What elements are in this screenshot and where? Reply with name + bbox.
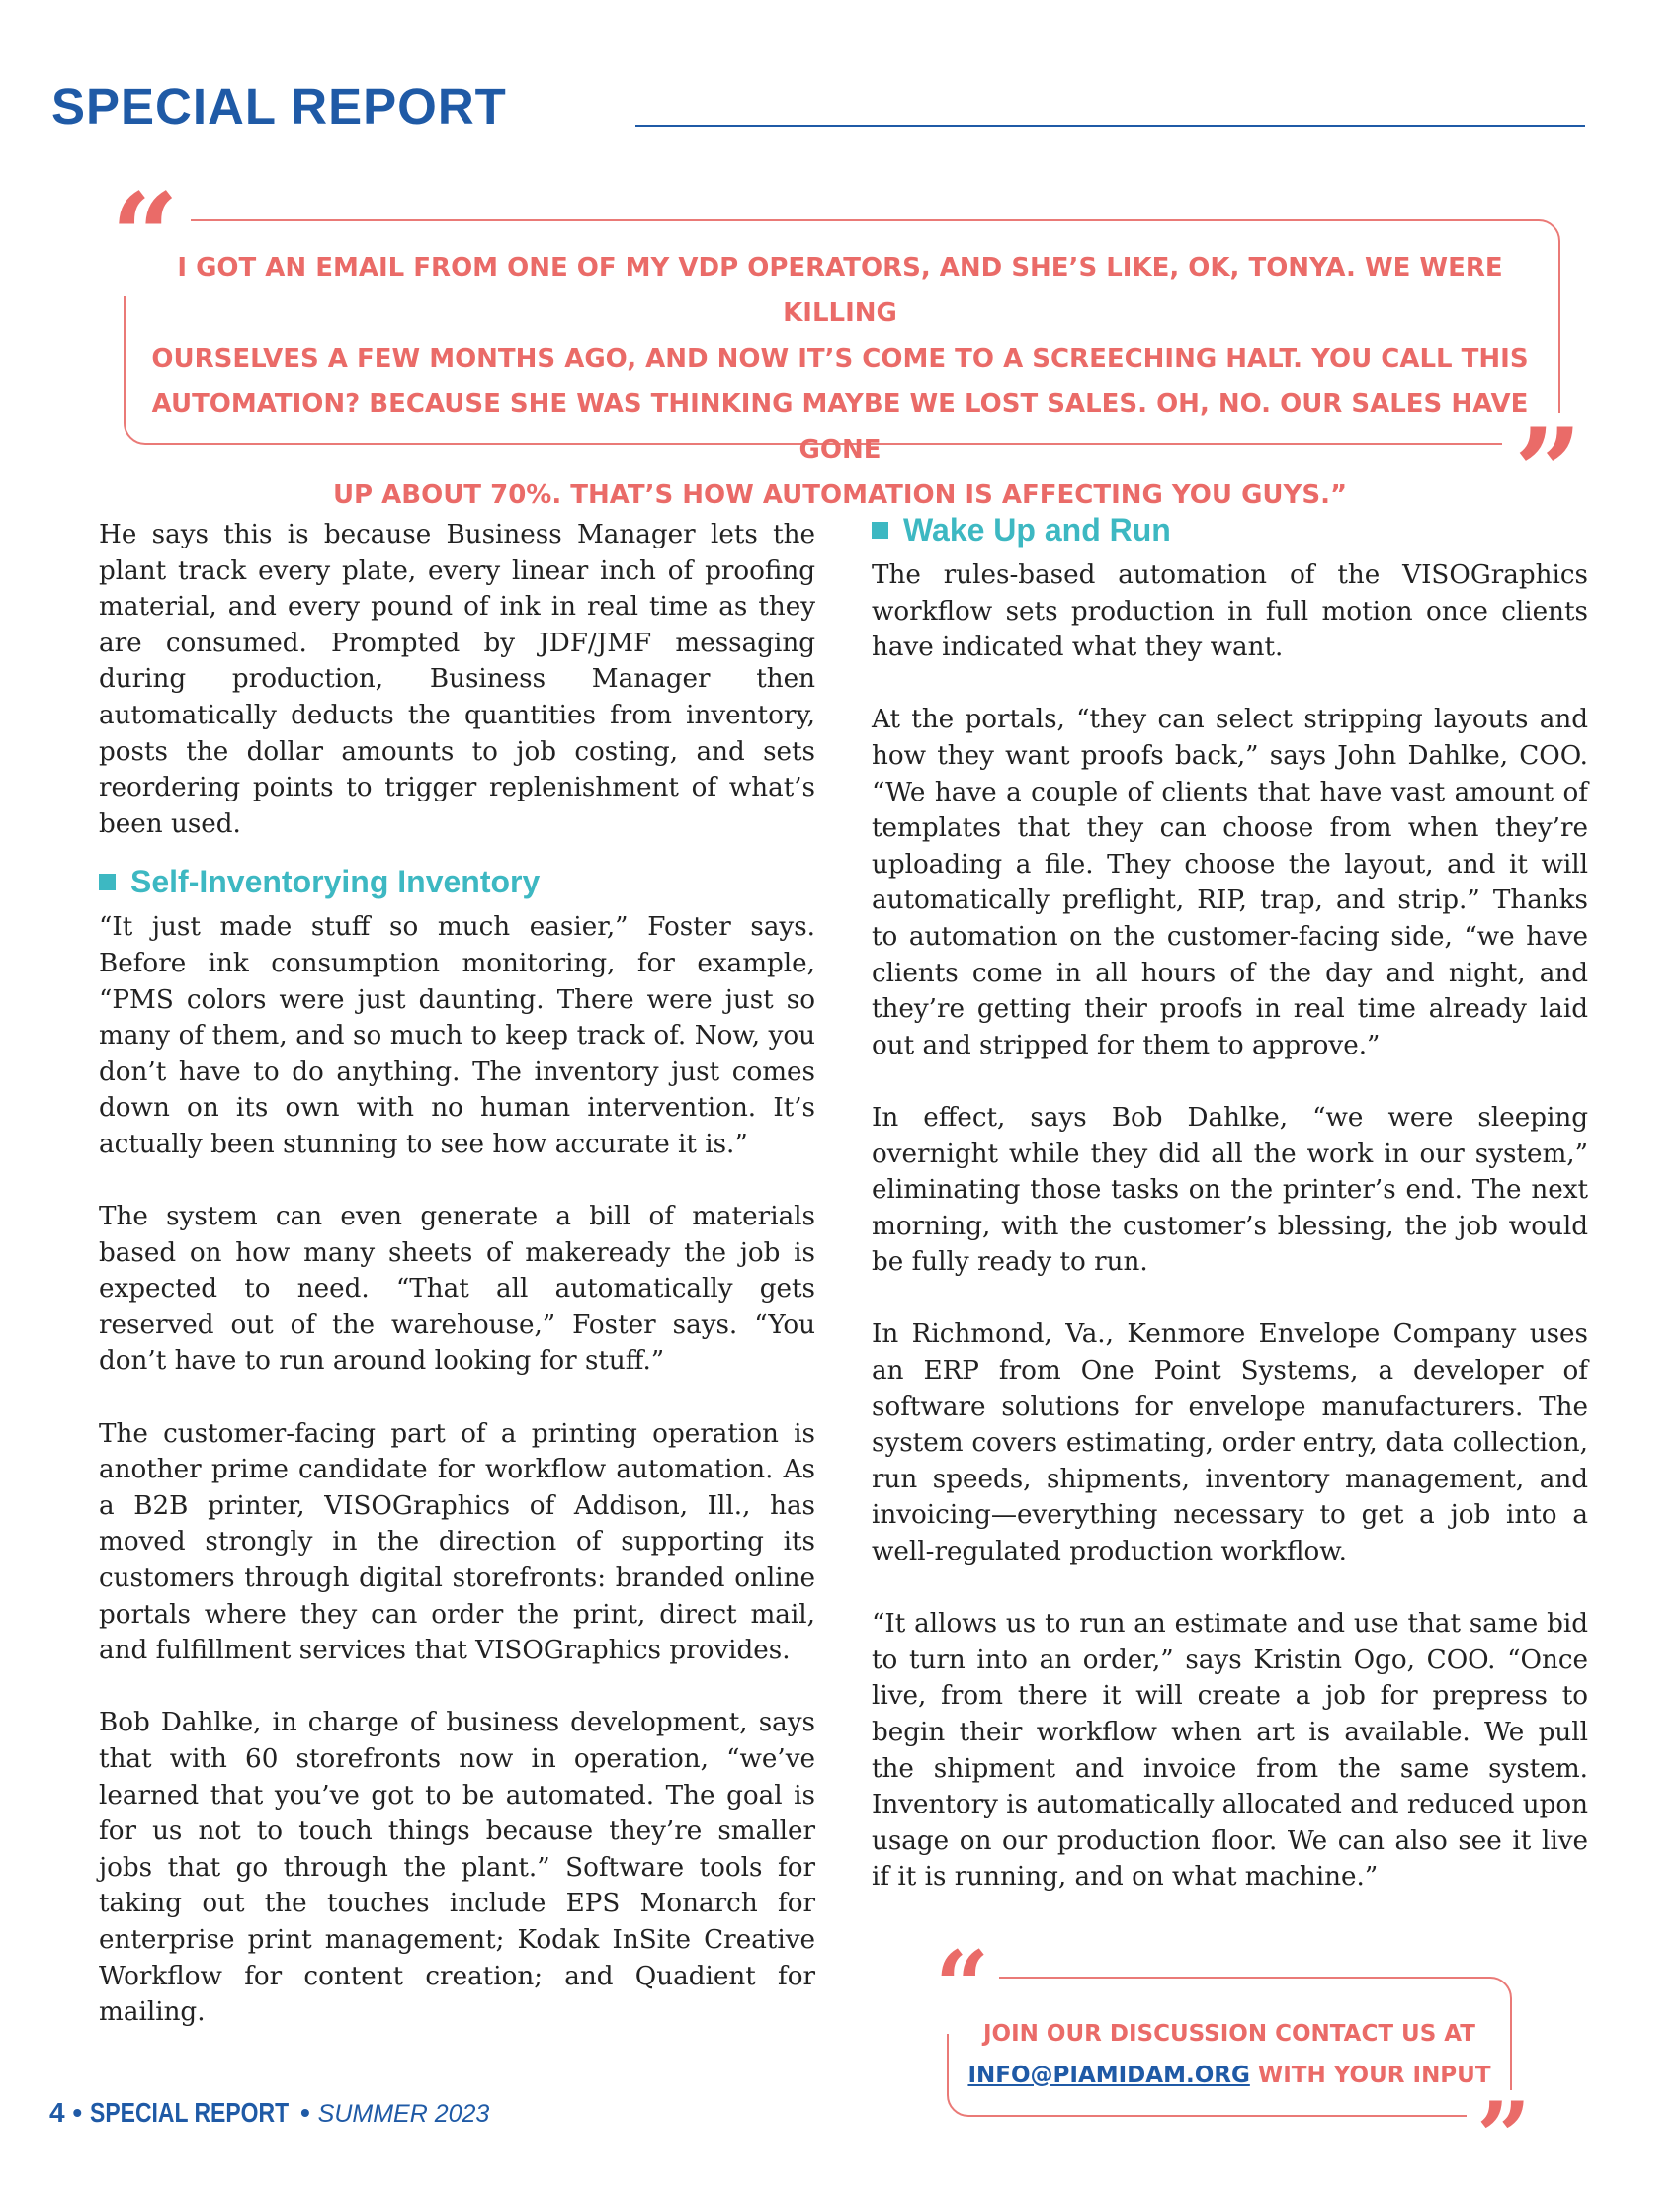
callout-line: JOIN OUR DISCUSSION CONTACT US AT [982, 2021, 1475, 2047]
right-column [872, 510, 1588, 1932]
callout-line-suffix: WITH YOUR INPUT [1249, 2063, 1491, 2088]
pull-quote-line: AUTOMATION? BECAUSE SHE WAS THINKING MAYBE WE LOST SALES. OH, NO. OUR SALES HAVE GONE [151, 389, 1529, 464]
pull-quote-text [148, 245, 1532, 518]
contact-email-link[interactable]: INFO@PIAMIDAM.ORG [967, 2063, 1250, 2088]
section-heading-label: Wake Up and Run [903, 512, 1171, 548]
footer-bullet: • [72, 2097, 83, 2128]
body-paragraph: The rules-based automation of the VISOGraphics workflow sets production in full motion once clients have indicated what they want. [872, 560, 1588, 663]
footer-section-name: SPECIAL REPORT [89, 2097, 290, 2128]
close-quote-mark-icon: ” [1502, 413, 1594, 532]
body-paragraph: The customer-facing part of a printing operation is another prime candidate for workflow automation. As a B2B printer, VISOGraphics of Addison, Ill., has moved strongly in the direction of supporting its customers through digital storefronts: branded online portals where they can order the print, direct mail, and fulfillment services that VISOGraphics provides. [99, 1418, 815, 1666]
body-paragraph: “It just made stuff so much easier,” Foster says. Before ink consumption monitoring, for example, “PMS colors were just daunting. There were just so many of them, and so much to keep track of. Now, you don’t have to do anything. The inventory just comes down on its own with no human intervention. It’s actually been stunning to see how accurate it is.” [99, 912, 815, 1159]
section-heading-label: Self-Inventorying Inventory [130, 864, 541, 900]
callout-open-quote-icon: “ [925, 1939, 999, 2034]
footer-bullet: • [300, 2097, 310, 2128]
pull-quote-line: I GOT AN EMAIL FROM ONE OF MY VDP OPERATORS, AND SHE’S LIKE, OK, TONYA. WE WERE KILLING [177, 253, 1503, 328]
body-paragraph: He says this is because Business Manager lets the plant track every plate, every linear inch of proofing material, and every pound of ink in real time as they are consumed. Prompted by JDF/JMF messaging during production, Business Manager then automatically deducts the quantities from inventory, posts the dollar amounts to job costing, and sets reordering points to trigger replenishment of what’s been used. [99, 520, 815, 839]
page-title: SPECIAL REPORT [51, 78, 507, 134]
body-paragraph: In effect, says Bob Dahlke, “we were sleeping overnight while they did all the work in our system,” eliminating those tasks on the printer’s end. The next morning, with the customer’s blessing, the job would be fully ready to run. [872, 1102, 1588, 1278]
footer-issue-season: SUMMER 2023 [317, 2100, 490, 2128]
callout-text [959, 2013, 1500, 2096]
open-quote-mark-icon: “ [99, 178, 191, 296]
body-paragraph: The system can even generate a bill of materials based on how many sheets of makeready the job is expected to need. “That all automatically gets reserved out of the warehouse,” Foster says. “You don’t have to run around looking for stuff.” [99, 1202, 815, 1377]
page-footer [49, 2097, 489, 2129]
body-paragraph: “It allows us to run an estimate and use that same bid to turn into an order,” says Kristin Ogo, COO. “Once live, from there it will create a job for prepress to begin their workflow when art is available. We pull the shipment and invoice from the same system. Inventory is automatically allocated and reduced upon usage on our production floor. We can also see it live if it is running, and on what machine.” [872, 1609, 1588, 1893]
body-paragraph: In Richmond, Va., Kenmore Envelope Company uses an ERP from One Point Systems, a developer of software solutions for envelope manufacturers. The system covers estimating, order entry, data collection, run speeds, shipments, inventory management, and invoicing—everything necessary to get a job into a well-regulated production workflow. [872, 1319, 1588, 1567]
pull-quote-line: UP ABOUT 70%. THAT’S HOW AUTOMATION IS AFFECTING YOU GUYS.” [332, 480, 1348, 510]
section-heading [99, 862, 815, 901]
header-rule [635, 125, 1585, 127]
callout-line [959, 2055, 1500, 2096]
body-paragraph: At the portals, “they can select stripping layouts and how they want proofs back,” says John Dahlke, COO. “We have a couple of clients that have vast amount of templates that they can choose from when they’re uploading a file. They choose the layout, and it will automatically preflight, RIP, trap, and strip.” Thanks to automation on the customer-facing side, “we have clients come in all hours of the day and night, and they’re getting their proofs in real time already laid out and stripped for them to approve.” [872, 705, 1588, 1060]
page-number: 4 [49, 2097, 65, 2128]
pull-quote-line: OURSELVES A FEW MONTHS AGO, AND NOW IT’S COME TO A SCREECHING HALT. YOU CALL THIS [151, 344, 1529, 374]
left-column [99, 517, 815, 2066]
heading-bullet-icon [872, 522, 888, 539]
body-paragraph: Bob Dahlke, in charge of business development, says that with 60 storefronts now in operation, “we’ve learned that you’ve got to be automated. The goal is for us not to touch things because they’re smaller jobs that go through the plant.” Software tools for taking out the touches include EPS Monarch for enterprise print management; Kodak InSite Creative Workflow for content creation; and Quadient for mailing. [99, 1708, 815, 2028]
section-heading [872, 510, 1588, 549]
heading-bullet-icon [99, 874, 116, 890]
callout-close-quote-icon: ” [1467, 2090, 1541, 2185]
